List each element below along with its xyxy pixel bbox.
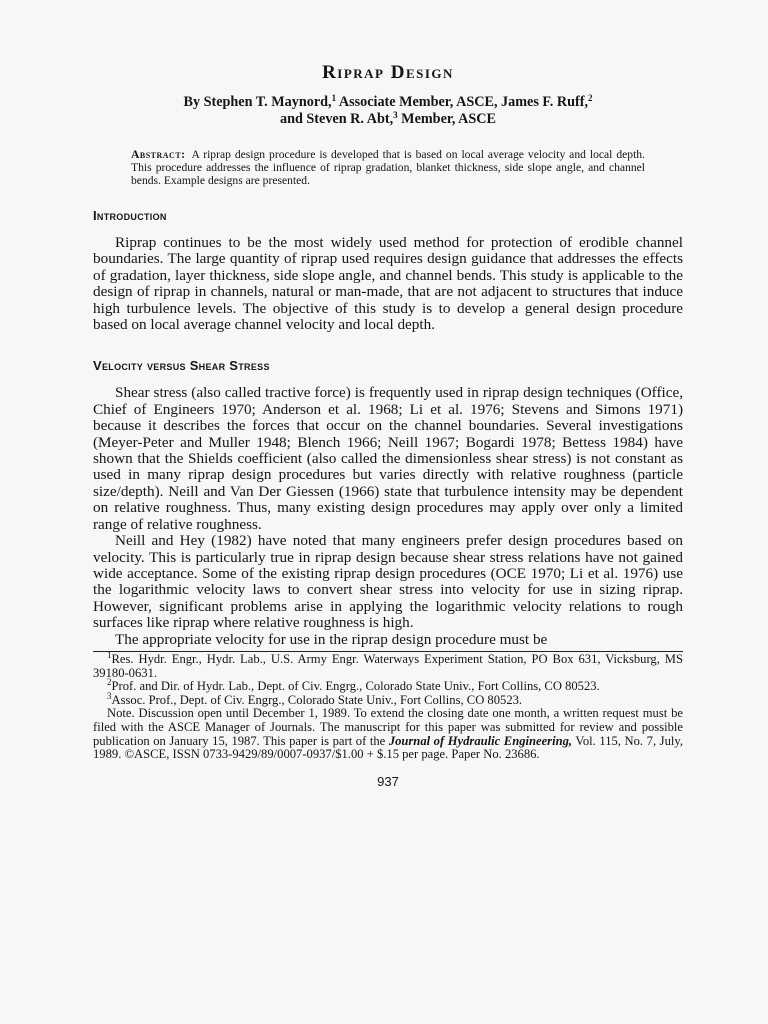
author-line-2 — [93, 111, 683, 128]
author-text: Associate Member, ASCE, James F. Ruff, — [336, 94, 589, 110]
footnote-marker: 2 — [588, 93, 593, 103]
section-heading-introduction: Introduction — [93, 208, 167, 223]
author-text: and Steven R. Abt, — [279, 111, 394, 127]
footnote-marker: 3 — [393, 110, 398, 120]
author-text: By Stephen T. Maynord, — [183, 94, 332, 110]
velocity-paragraph-2: Neill and Hey (1982) have noted that many engineers prefer design procedures based on velocity. This is particularly true in riprap design because shear stress relations have not gained wide acceptance. Some of the existing riprap design procedures (OCE 1970; Li et al. 1976) use the logarithmic velocity laws to convert shear stress into velocity for use in sizing riprap. However, significant problems arise in applying the logarithmic velocity relations to rough surfaces like riprap where relative roughness is high. — [93, 532, 683, 632]
author-text: Member, ASCE — [397, 111, 497, 127]
footnote-marker: 1 — [107, 649, 112, 660]
footnote-text: Prof. and Dir. of Hydr. Lab., Dept. of Civ. Engrg., Colorado State Univ., Fort Collins, CO 80523. — [111, 679, 600, 694]
section-heading-velocity-shear: Velocity versus Shear Stress — [93, 358, 270, 374]
footnote-marker: 2 — [107, 677, 112, 688]
paper-page — [93, 62, 683, 789]
footnotes — [93, 649, 683, 762]
author-line-1 — [93, 94, 683, 111]
intro-paragraph: Riprap continues to be the most widely used method for protection of erodible channel boundaries. The large quantity of riprap used requires design guidance that addresses the effects of gradation, layer thickness, side slope angle, and channel bends. This study is applicable to the design of riprap in channels, natural or man-made, that are not adjacent to structures that induce high turbulence levels. The objective of this study is to develop a general design procedure based on local average channel velocity and local depth. — [93, 234, 683, 334]
velocity-paragraph-1: Shear stress (also called tractive force) is frequently used in riprap design techniques (Office, Chief of Engineers 1970; Anderson et al. 1968; Li et al. 1976; Stevens and Simons 1971) because it describes the forces that occur on the channel boundaries. Several investigations (Meyer-Peter and Muller 1948; Blench 1966; Neill 1967; Bogardi 1978; Bettess 1984) have shown that the Shields coefficient (also called the dimensionless shear stress) is not constant as used in many riprap design procedures but varies directly with relative roughness (particle size/depth). Neill and Van Der Giessen (1966) state that turbulence intensity may be dependent on relative roughness. Thus, many existing design procedures may apply over only a limited range of relative roughness. — [93, 384, 683, 533]
footnote-text: Res. Hydr. Engr., Hydr. Lab., U.S. Army Engr. Waterways Experiment Station, PO Box 631, Vicksburg, MS 39180-0631. — [93, 651, 683, 680]
footnote-marker: 1 — [331, 93, 337, 103]
velocity-paragraph-3: The appropriate velocity for use in the riprap design procedure must be — [115, 630, 548, 648]
footnote-1 — [93, 649, 683, 680]
page-number: 937 — [377, 773, 399, 789]
footnote-marker: 3 — [107, 690, 112, 701]
paper-title: Riprap Design — [322, 62, 454, 83]
abstract-text: A riprap design procedure is developed that is based on local average velocity and local depth. This procedure addresses the influence of riprap gradation, blanket thickness, side slope angle, and channel bends. Example designs are presented. — [131, 148, 645, 187]
journal-name: Journal of Hydraulic Engineering, — [388, 733, 573, 748]
author-block — [93, 94, 683, 128]
footnote-2 — [93, 677, 683, 694]
abstract-label: Abstract: — [131, 148, 186, 161]
note-text: Vol. 115, No. 7, July, 1989. ©ASCE, ISSN 0733-9429/89/0007-0937/$1.00 + $.15 per page. Paper No. 23686. — [93, 733, 683, 762]
footnote-3 — [93, 690, 683, 708]
footnote-note — [93, 707, 683, 761]
footnote-text: Assoc. Prof., Dept. of Civ. Engrg., Colorado State Univ., Fort Collins, CO 80523. — [111, 692, 523, 707]
abstract — [131, 148, 645, 187]
note-text: Note. Discussion open until December 1, 1989. To extend the closing date one month, a written request must be filed with the ASCE Manager of Journals. The manuscript for this paper was submitted for review and possible publication on January 15, 1987. This paper is part of the — [93, 706, 683, 748]
